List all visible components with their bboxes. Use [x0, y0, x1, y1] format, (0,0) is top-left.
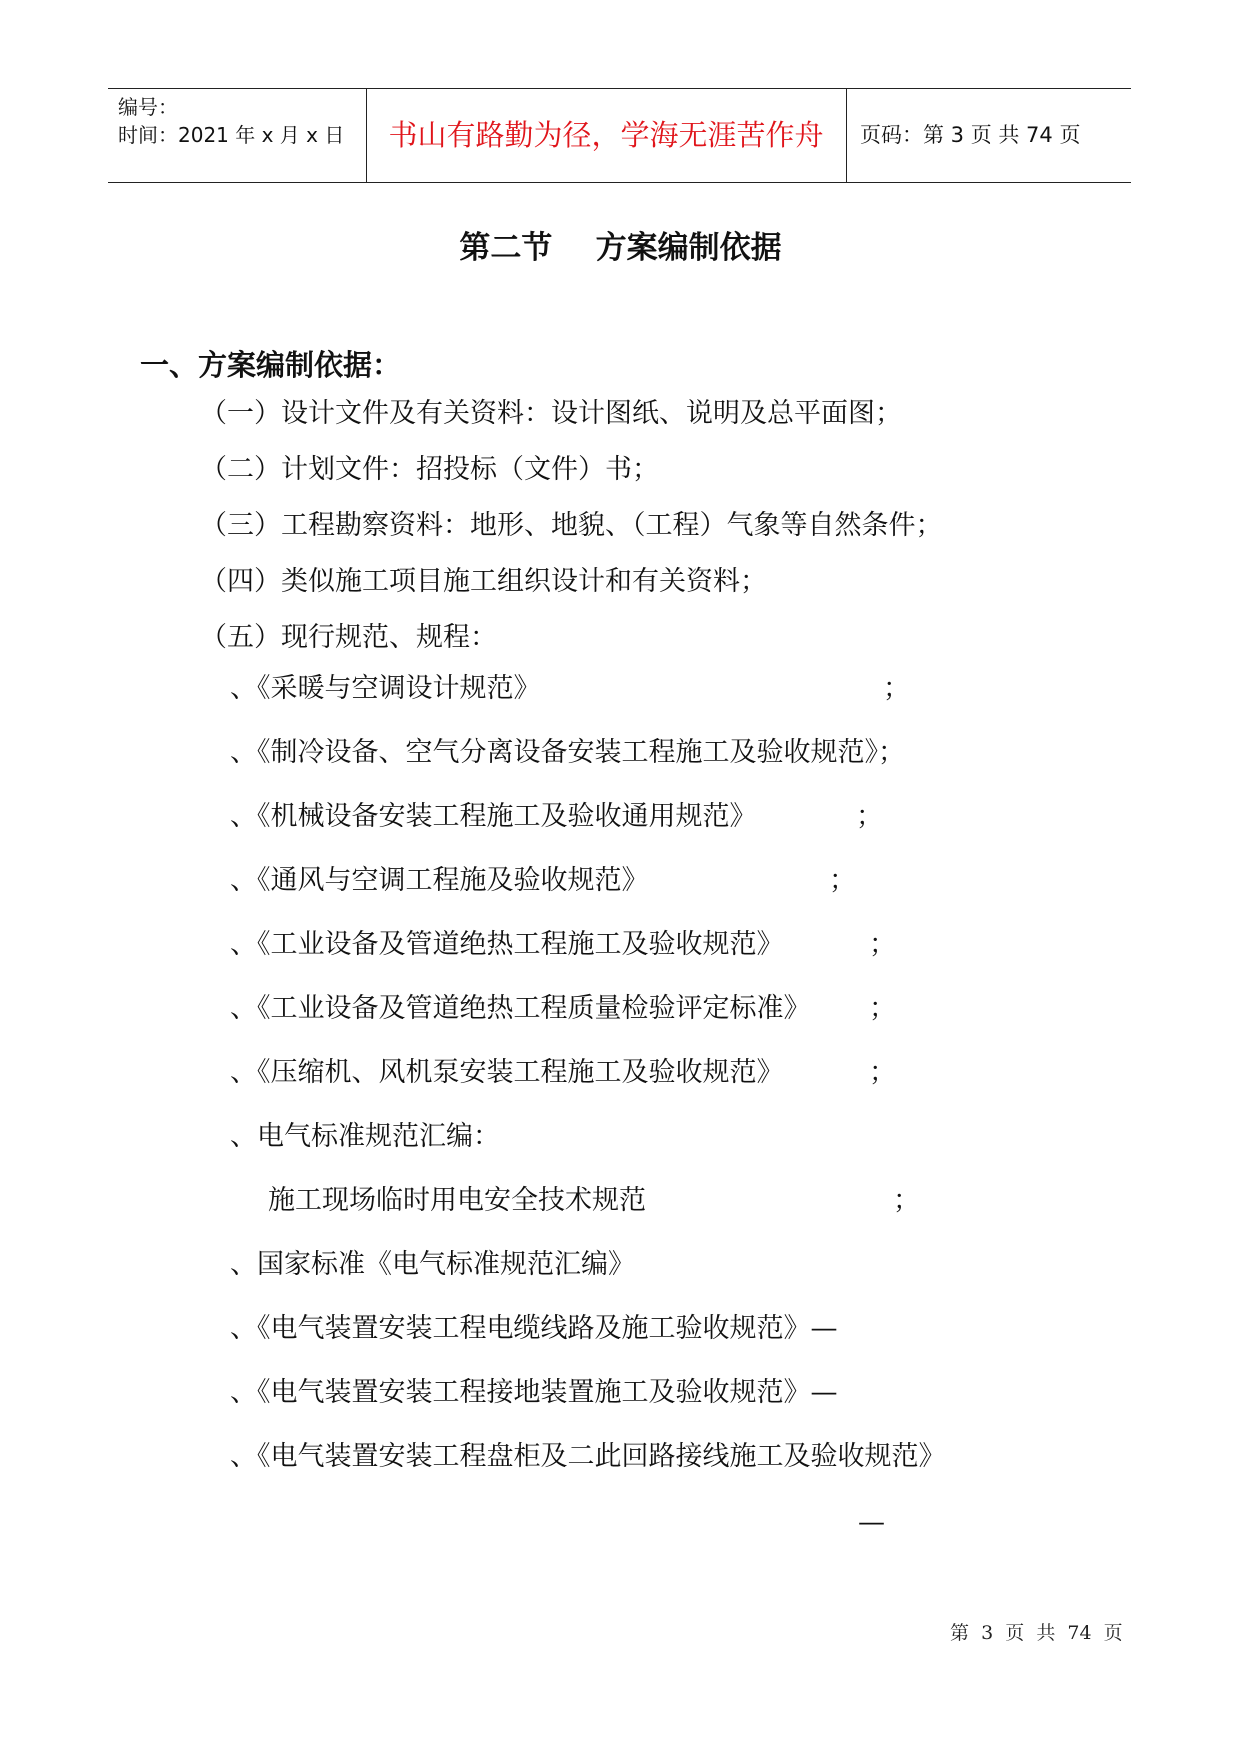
sub-heading: 一、方案编制依据： [140, 348, 402, 382]
standard-item: 、《机械设备安装工程施工及验收通用规范》 [230, 801, 757, 832]
standard-item: 、《工业设备及管道绝热工程质量检验评定标准》 [230, 993, 811, 1024]
header-motto: 书山有路勤为径，学海无涯苦作舟 [388, 118, 824, 152]
number-label: 编号： [118, 95, 178, 119]
standard-item: 、电气标准规范汇编： [230, 1121, 500, 1152]
time-label: 时间：2021 年 x 月 x 日 [118, 123, 345, 147]
standard-semicolon: ； [869, 993, 896, 1024]
basis-item: （二）计划文件：招投标（文件）书； [200, 454, 659, 485]
standard-semicolon: ； [829, 865, 856, 896]
page-footer: 第 3 页 共 74 页 [950, 1622, 1123, 1644]
header-meta [118, 93, 344, 149]
standard-item: 、《电气装置安装工程电缆线路及施工验收规范》— [230, 1313, 838, 1344]
standard-item: 、《电气装置安装工程接地装置施工及验收规范》— [230, 1377, 838, 1408]
basis-item: （五）现行规范、规程： [200, 622, 497, 653]
standard-semicolon: ； [856, 801, 883, 832]
standard-item: 、《压缩机、风机泵安装工程施工及验收规范》 [230, 1057, 784, 1088]
standard-item: 、《通风与空调工程施及验收规范》 [230, 865, 649, 896]
standard-item: 、《采暖与空调设计规范》 [230, 673, 541, 704]
standard-semicolon: ； [893, 1185, 920, 1216]
trailing-dash: — [858, 1507, 885, 1538]
page-header [108, 88, 1131, 183]
standard-semicolon: ； [869, 929, 896, 960]
header-page-label: 页码：第 3 页 共 74 页 [860, 123, 1081, 147]
standard-item: 、《制冷设备、空气分离设备安装工程施工及验收规范》； [230, 737, 905, 768]
header-divider [846, 89, 847, 182]
standard-item: 、《工业设备及管道绝热工程施工及验收规范》 [230, 929, 784, 960]
basis-item: （一）设计文件及有关资料：设计图纸、说明及总平面图； [200, 398, 902, 429]
basis-item: （三）工程勘察资料：地形、地貌、（工程）气象等自然条件； [200, 510, 943, 541]
standard-semicolon: ； [869, 1057, 896, 1088]
section-title: 第二节 方案编制依据 [459, 230, 782, 266]
standard-item: 、国家标准《电气标准规范汇编》 [230, 1249, 635, 1280]
standard-item: 、《电气装置安装工程盘柜及二此回路接线施工及验收规范》 [230, 1441, 946, 1472]
basis-item: （四）类似施工项目施工组织设计和有关资料； [200, 566, 767, 597]
standard-item: 施工现场临时用电安全技术规范 [268, 1185, 646, 1216]
standard-semicolon: ； [883, 673, 910, 704]
